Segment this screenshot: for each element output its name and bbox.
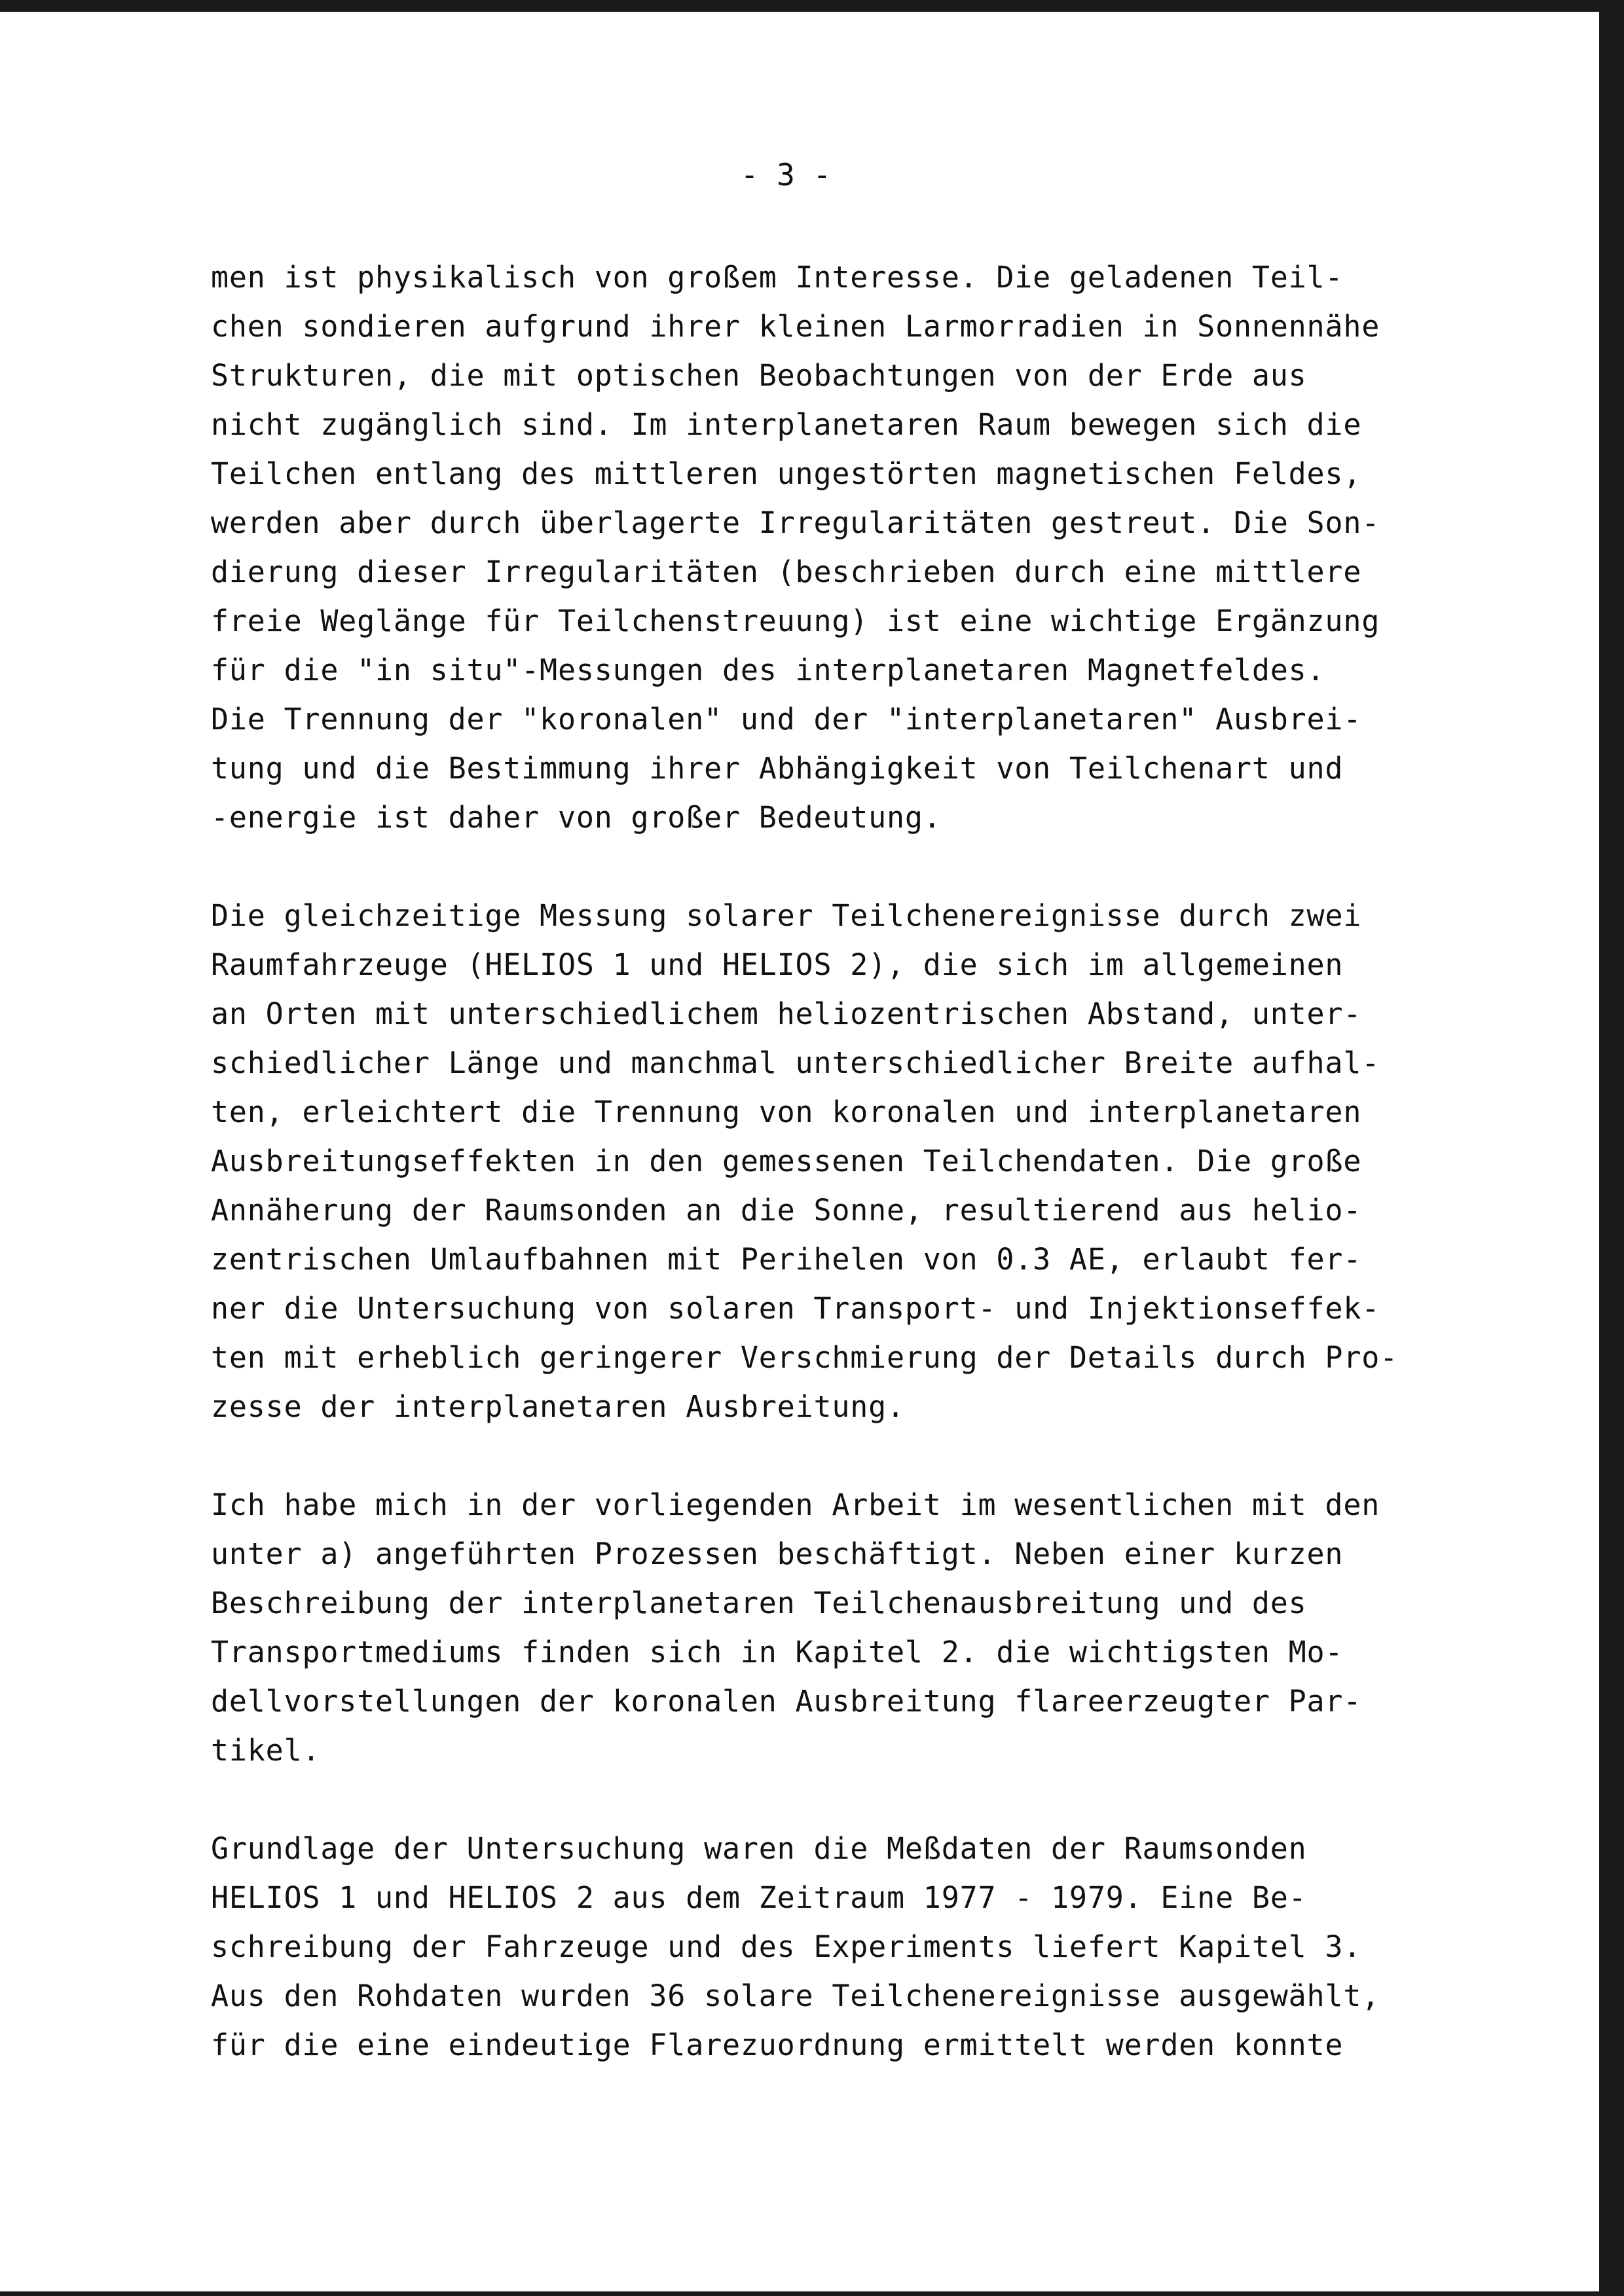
text-line: schiedlicher Länge und manchmal unterschiedlicher Breite aufhal-: [211, 1046, 1380, 1080]
text-line: Aus den Rohdaten wurden 36 solare Teilchenereignisse ausgewählt,: [211, 1978, 1380, 2013]
page-number: - 3 -: [740, 157, 832, 192]
paragraph-gap: [211, 842, 1398, 891]
text-line: unter a) angeführten Prozessen beschäftigt. Neben einer kurzen: [211, 1537, 1344, 1571]
text-line: Ich habe mich in der vorliegenden Arbeit im wesentlichen mit den: [211, 1487, 1380, 1522]
paragraph: [211, 1480, 1398, 1775]
text-line: Die Trennung der "koronalen" und der "interplanetaren" Ausbrei-: [211, 702, 1362, 737]
text-line: Ausbreitungseffekten in den gemessenen Teilchendaten. Die große: [211, 1144, 1362, 1178]
text-line: schreibung der Fahrzeuge und des Experiments liefert Kapitel 3.: [211, 1929, 1362, 1964]
text-line: ner die Untersuchung von solaren Transport- und Injektionseffek-: [211, 1291, 1380, 1326]
text-line: Teilchen entlang des mittleren ungestörten magnetischen Feldes,: [211, 456, 1362, 491]
text-line: nicht zugänglich sind. Im interplanetaren Raum bewegen sich die: [211, 407, 1362, 442]
text-line: dierung dieser Irregularitäten (beschrieben durch eine mittlere: [211, 555, 1362, 589]
text-line: Raumfahrzeuge (HELIOS 1 und HELIOS 2), die sich im allgemeinen: [211, 947, 1344, 982]
text-line: chen sondieren aufgrund ihrer kleinen Larmorradien in Sonnennähe: [211, 309, 1380, 344]
text-line: tikel.: [211, 1733, 321, 1768]
text-line: Annäherung der Raumsonden an die Sonne, resultierend aus helio-: [211, 1193, 1362, 1228]
text-line: men ist physikalisch von großem Interesse. Die geladenen Teil-: [211, 260, 1344, 295]
text-line: werden aber durch überlagerte Irregularitäten gestreut. Die Son-: [211, 505, 1380, 540]
text-line: tung und die Bestimmung ihrer Abhängigkeit von Teilchenart und: [211, 751, 1344, 786]
paragraph-gap: [211, 1775, 1398, 1824]
text-line: ten, erleichtert die Trennung von koronalen und interplanetaren: [211, 1095, 1362, 1129]
text-line: für die "in situ"-Messungen des interplanetaren Magnetfeldes.: [211, 653, 1325, 687]
text-line: zesse der interplanetaren Ausbreitung.: [211, 1389, 905, 1424]
text-line: Die gleichzeitige Messung solarer Teilchenereignisse durch zwei: [211, 898, 1362, 933]
text-line: Grundlage der Untersuchung waren die Meßdaten der Raumsonden: [211, 1831, 1307, 1866]
text-line: Beschreibung der interplanetaren Teilchenausbreitung und des: [211, 1586, 1307, 1620]
text-line: Strukturen, die mit optischen Beobachtungen von der Erde aus: [211, 358, 1307, 393]
document-page: [0, 12, 1614, 2291]
text-line: an Orten mit unterschiedlichem heliozentrischen Abstand, unter-: [211, 996, 1362, 1031]
text-line: für die eine eindeutige Flarezuordnung ermittelt werden konnte: [211, 2028, 1344, 2062]
text-line: zentrischen Umlaufbahnen mit Perihelen von 0.3 AE, erlaubt fer-: [211, 1242, 1362, 1277]
text-line: dellvorstellungen der koronalen Ausbreitung flareerzeugter Par-: [211, 1684, 1362, 1719]
paragraph: [211, 1824, 1398, 2069]
text-line: ten mit erheblich geringerer Verschmierung der Details durch Pro-: [211, 1340, 1398, 1375]
text-line: Transportmediums finden sich in Kapitel 2. die wichtigsten Mo-: [211, 1635, 1344, 1669]
paragraph: [211, 253, 1398, 842]
text-line: freie Weglänge für Teilchenstreuung) ist eine wichtige Ergänzung: [211, 604, 1380, 638]
text-line: -energie ist daher von großer Bedeutung.: [211, 800, 942, 835]
paragraph: [211, 891, 1398, 1431]
paragraph-gap: [211, 1431, 1398, 1480]
body-text: [211, 253, 1398, 2069]
text-line: HELIOS 1 und HELIOS 2 aus dem Zeitraum 1977 - 1979. Eine Be-: [211, 1880, 1307, 1915]
